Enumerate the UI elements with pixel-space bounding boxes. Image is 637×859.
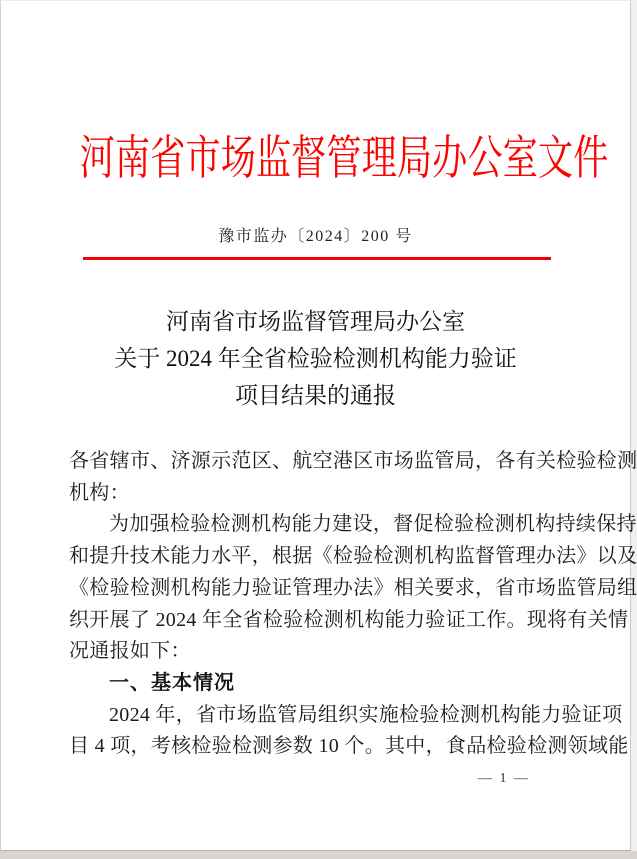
document-title (1, 303, 630, 414)
body-line: 为加强检验检测机构能力建设，督促检验检测机构持续保持 (109, 513, 637, 536)
body-line: 《检验检测机构能力验证管理办法》相关要求，省市场监管局组 (69, 576, 637, 599)
body-line: 况通报如下： (69, 640, 191, 663)
scan-edge-shadow (0, 851, 637, 859)
body-line: 和提升技术能力水平，根据《检验检测机构监督管理办法》以及 (69, 545, 637, 568)
masthead-title: 河南省市场监督管理局办公室文件 (79, 133, 609, 185)
document-number: 豫市监办〔2024〕200 号 (218, 228, 413, 245)
page-number: — 1 — (478, 771, 530, 786)
body-line: 织开展了 2024 年全省检验检测机构能力验证工作。现将有关情 (69, 608, 629, 631)
red-divider-rule (83, 257, 551, 260)
document-title-line: 河南省市场监督管理局办公室 (166, 309, 465, 334)
body-line: 2024 年，省市场监管局组织实施检验检测机构能力验证项 (109, 703, 623, 726)
section-heading: 一、基本情况 (109, 671, 235, 694)
body-line: 目 4 项，考核检验检测参数 10 个。其中，食品检验检测领域能 (69, 735, 629, 758)
document-title-line: 项目结果的通报 (235, 383, 396, 408)
body-line: 各省辖市、济源示范区、航空港区市场监管局，各有关检验检测 (69, 450, 637, 472)
document-title-line: 关于 2024 年全省检验检测机构能力验证 (114, 346, 517, 371)
body-line: 机构： (69, 481, 130, 504)
document-body (69, 446, 637, 763)
